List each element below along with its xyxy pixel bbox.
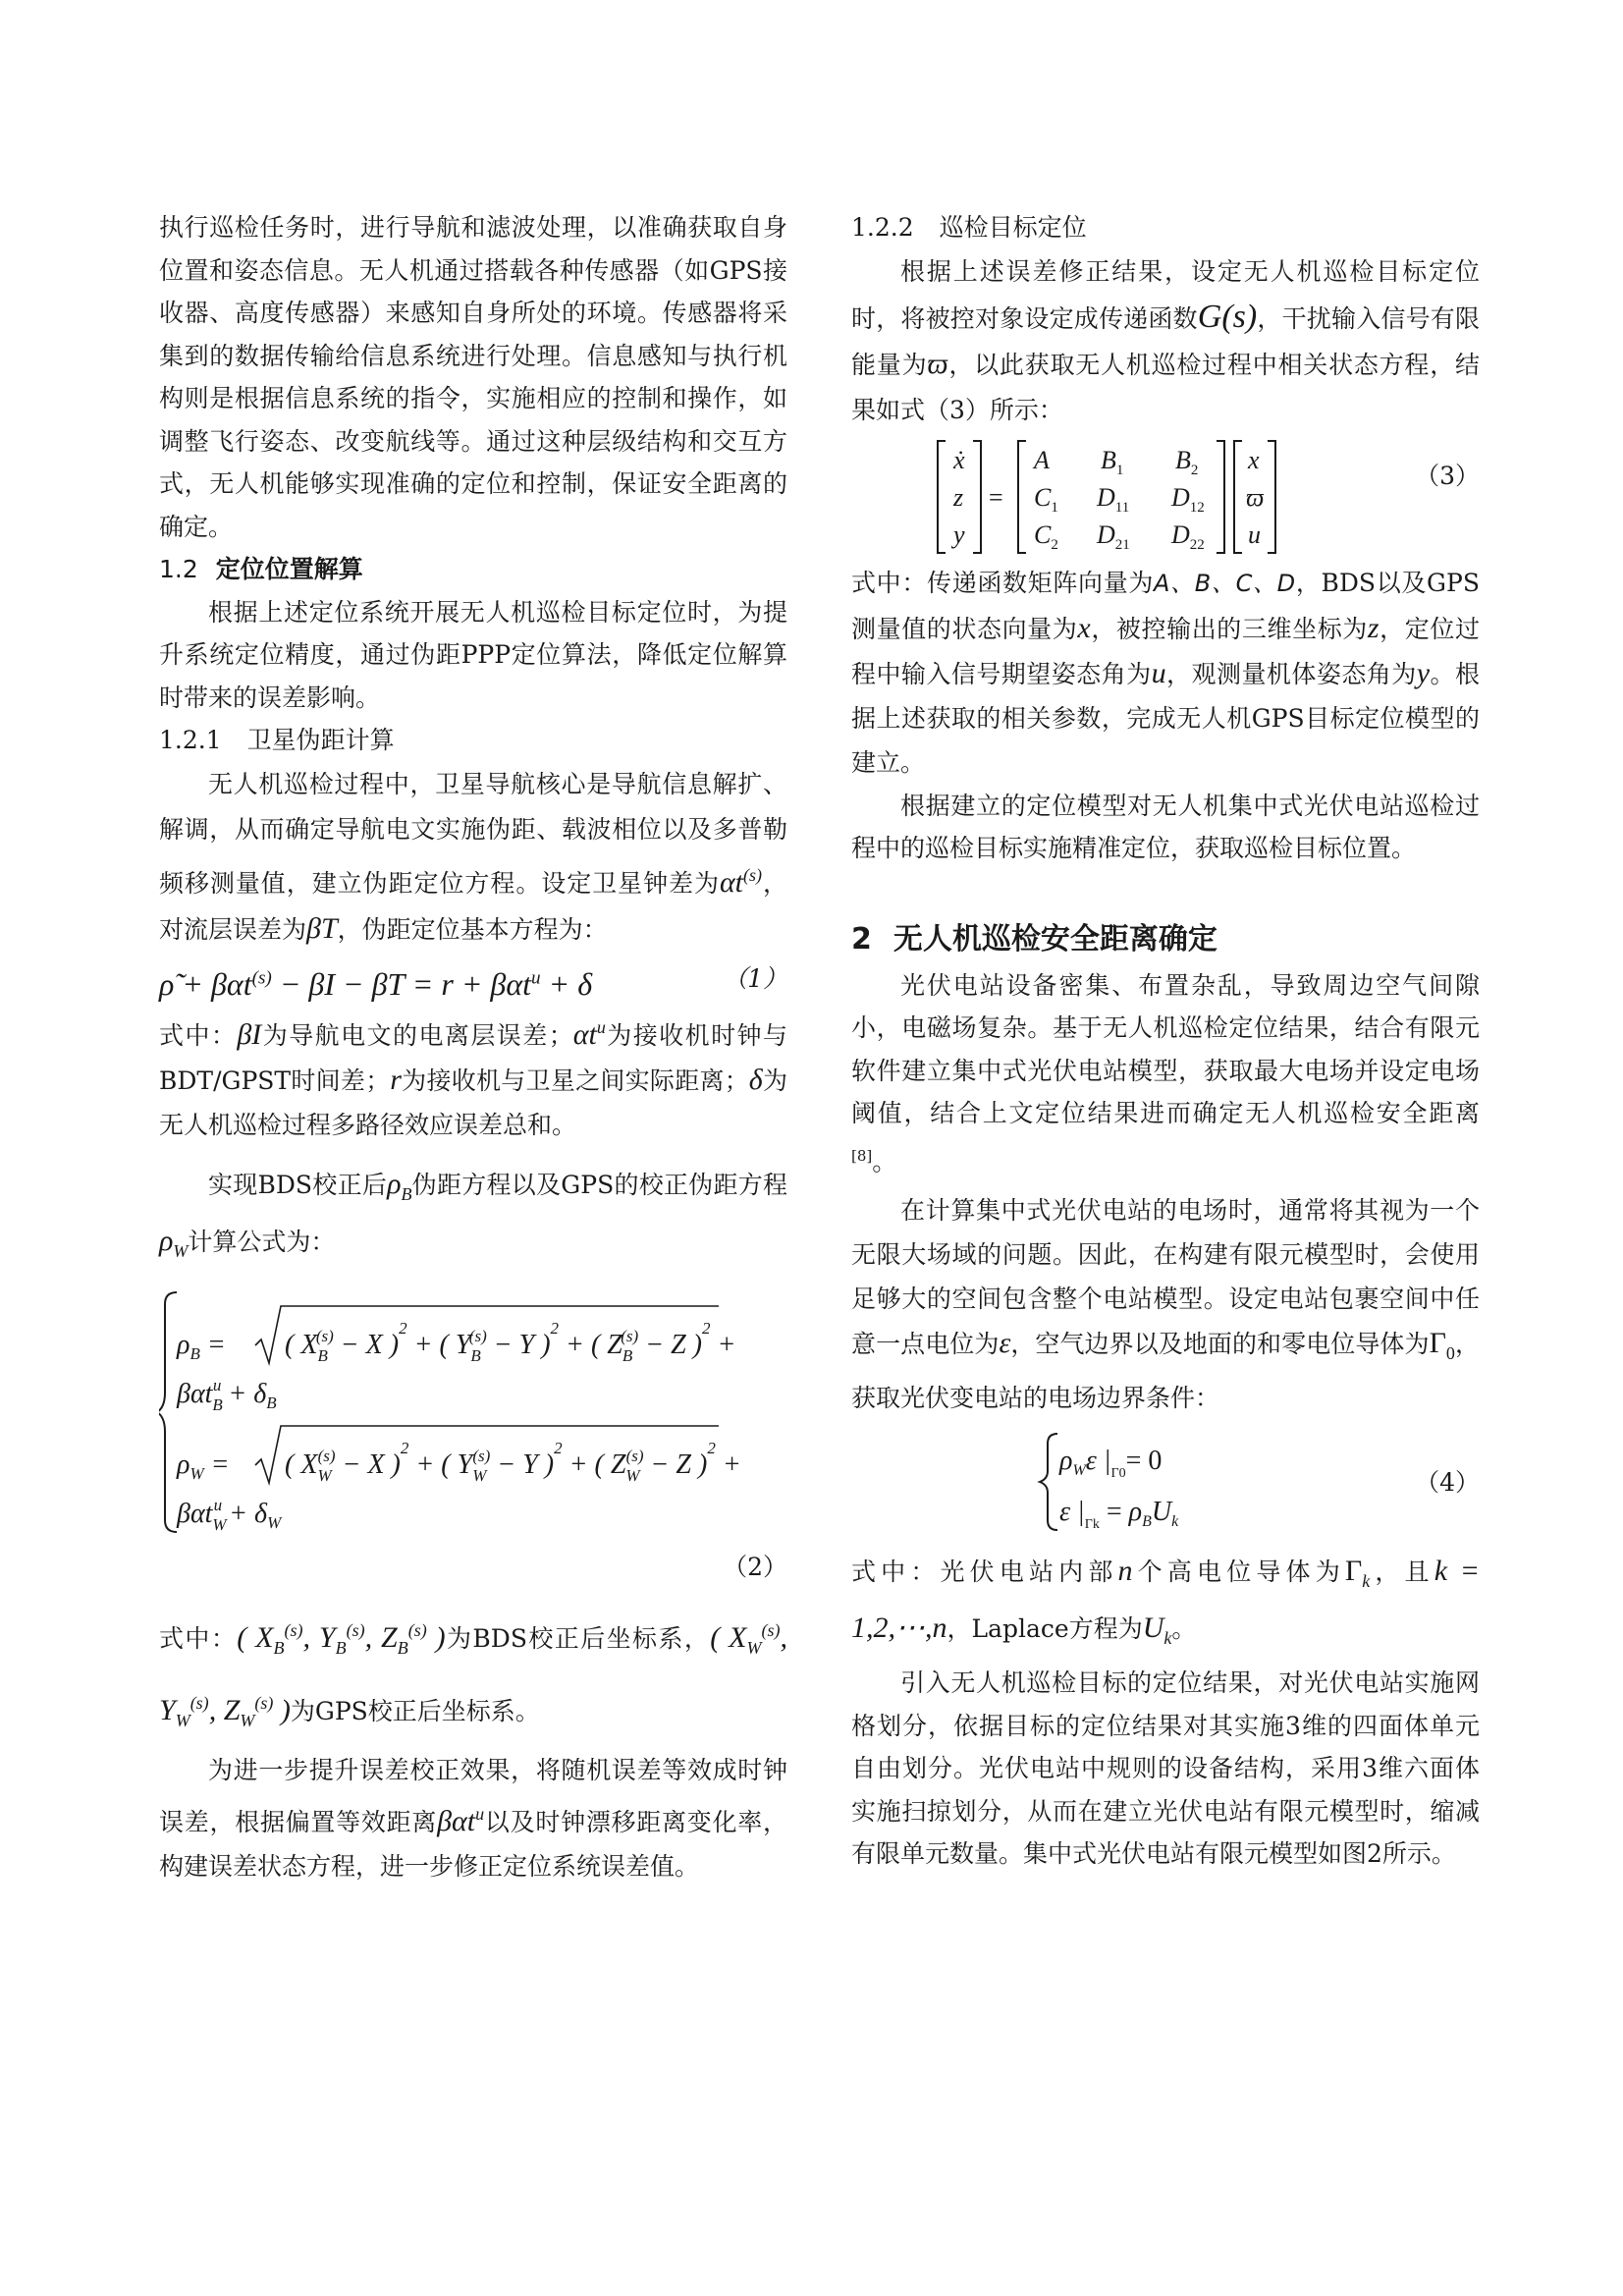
subsection-title: 巡检目标定位 <box>939 213 1087 242</box>
svg-text:βαtBu + δB: $\beta\alpha t_Bu + \delta_B$ <box>177 1375 277 1414</box>
equation-1-number: （1） <box>723 963 787 993</box>
section-number: 1.2 <box>159 555 198 583</box>
paragraph-8: 根据上述误差修正结果，设定无人机巡检目标定位时，将被控对象设定成传递函数G(s)，干扰输入信号有限能量为ϖ，以此获取无人机巡检过程中相关状态方程，结果如式（3）所示： <box>851 256 1480 424</box>
equation-2-number: （2） <box>723 1552 787 1581</box>
equation-2-svg <box>159 1285 787 1540</box>
section-heading-2 <box>851 915 1480 964</box>
equation-3-svg <box>851 433 1480 561</box>
paragraph-1: 执行巡检任务时，进行导航和滤波处理，以准确获取自身位置和姿态信息。无人机通过搭载各种传感器（如GPS接收器、高度传感器）来感知自身所处的环境。传感器将采集到的数据传输给信息系统进行处理。信息感知与执行机构则是根据信息系统的指令，实施相应的控制和操作，如调整飞行姿态、改变航线等。通过这种层级结构和交互方式，无人机能够实现准确的定位和控制，保证安全距离的确定。 <box>159 213 787 541</box>
svg-text:ρWε |Γ0= 0: $\rho_W\varepsilon$ $|_{\Gamma 0}= 0$ <box>1059 1446 1163 1482</box>
svg-text:ϖ: ϖ <box>1246 482 1265 512</box>
svg-text:βαtWu + δW: $\beta\alpha t_Wu + \delta_W$ <box>177 1495 282 1534</box>
svg-text:ρB =: $\rho_B$ = <box>177 1329 226 1363</box>
svg-text:D21: $D_{21}$ <box>1097 519 1130 553</box>
svg-text:A: A <box>1034 445 1050 474</box>
svg-text:y: y <box>953 519 965 549</box>
equation-3-number: （3） <box>1415 461 1480 490</box>
svg-text:=: = <box>989 482 1003 512</box>
math-clock-bias: $\alpha t^{(s)}$ <box>719 864 763 899</box>
equation-4 <box>851 1428 1480 1536</box>
section-number: 2 <box>851 921 872 957</box>
subsection-heading-1-2-1 <box>159 719 787 762</box>
paragraph-2: 根据上述定位系统开展无人机巡检目标定位时，为提升系统定位精度，通过伪距PPP定位算法，降低定位解算时带来的误差影响。 <box>159 597 787 712</box>
svg-text:ẋ: ẋ <box>953 445 965 474</box>
equation-1 <box>159 953 787 1006</box>
paragraph-4: 式中：βI为导航电文的电离层误差；$\alpha t^u$为接收机时钟与BDT/GPST时间差；r为接收机与卫星之间实际距离；δ为无人机巡检过程多路径效应误差总和。 <box>159 1016 787 1139</box>
paragraph-6: 式中：( $X_B^{(s)}$, $Y_B^{(s)}$, $Z_B^{(s)}$ )为BDS校正后坐标系，( $X_W^{(s)}$, $Y_W^{(s)}$, $Z_W^{(s)}$ )为GPS校正后坐标系。 <box>159 1619 788 1730</box>
subsection-heading-1-2-2 <box>851 206 1480 249</box>
equation-2 <box>159 1285 787 1540</box>
paragraph-3: 无人机巡检过程中，卫星导航核心是导航信息解扩、解调，从而确定导航电文实施伪距、载波相位以及多普勒频移测量值，建立伪距定位方程。设定卫星钟差为$\alpha t^{(s)}$，对流层误差为βT，伪距定位基本方程为： <box>159 769 787 945</box>
svg-text:u: u <box>1248 519 1261 549</box>
equation-3 <box>851 433 1480 561</box>
paragraph-5: 实现BDS校正后$\rho_B$伪距方程以及GPS的校正伪距方程$\rho_W$计算公式为： <box>159 1167 788 1261</box>
svg-text:C2: $C_2$ <box>1034 519 1058 553</box>
svg-text:( XW(s) − X )2 + ( YW(s) − Y ): ( $X_W(s) - X$ )$^2$ + ( $Y_W(s) - Y$ )$^2$ + ( $Z_W(s) - Z$ )$^2$ + <box>285 1438 741 1485</box>
svg-text:C1: $C_1$ <box>1034 482 1058 516</box>
paragraph-11: 光伏电站设备密集、布置杂乱，导致周边空气间隙小，电磁场复杂。基于无人机巡检定位结果，结合有限元软件建立集中式光伏电站模型，获取最大电场并设定电场阈值，结合上文定位结果进而确定无人机巡检安全距离[8]。 <box>851 970 1480 1175</box>
subsection-number: 1.2.2 <box>851 213 914 242</box>
equation-4-number: （4） <box>1415 1468 1480 1498</box>
section-title: 无人机巡检安全距离确定 <box>893 921 1217 957</box>
left-column <box>159 206 787 1888</box>
svg-text:D22: $D_{22}$ <box>1171 519 1205 553</box>
paragraph-10: 根据建立的定位模型对无人机集中式光伏电站巡检过程中的巡检目标实施精准定位，获取巡检目标位置。 <box>851 791 1480 862</box>
math-tropo-error: βT <box>306 911 338 945</box>
subsection-number: 1.2.1 <box>159 726 222 754</box>
svg-text:ρW =: $\rho_W$ = <box>177 1449 230 1483</box>
right-column <box>851 206 1480 1876</box>
section-title: 定位位置解算 <box>215 555 363 583</box>
svg-text:B2: $B_2$ <box>1175 445 1199 478</box>
section-heading-1-2 <box>159 548 787 591</box>
svg-text:z: z <box>953 482 964 512</box>
paragraph-13: 式中：光伏电站内部n个高电位导体为$\Gamma_k$，且k = 1,2,⋯,n，Laplace方程为$U_k$。 <box>851 1555 1480 1649</box>
svg-text:x: x <box>1248 445 1260 474</box>
subsection-title: 卫星伪距计算 <box>246 726 395 754</box>
svg-text:( XB(s) − X )2 + ( YB(s) − Y ): ( $X_B(s) - X$ )$^2$ + ( $Y_B(s) - Y$ )$^2$ + ( $Z_B(s) - Z$ )$^2$ + <box>285 1318 736 1365</box>
svg-text:ε |Γk = ρBUk: ε $|_{\Gamma k} = \rho_BU_k$ <box>1059 1497 1179 1533</box>
citation-8: [8] <box>851 1146 873 1165</box>
paragraph-9: 式中：传递函数矩阵向量为A、B、C、D，BDS以及GPS测量值的状态向量为x，被控输出的三维坐标为z，定位过程中输入信号期望姿态角为u，观测量机体姿态角为y。根据上述获取的相关参数，完成无人机GPS目标定位模型的建立。 <box>851 568 1480 777</box>
equation-4-svg <box>851 1428 1480 1536</box>
svg-text:B1: $B_1$ <box>1101 445 1124 478</box>
svg-text:D12: $D_{12}$ <box>1171 482 1205 516</box>
paragraph-14: 引入无人机巡检目标的定位结果，对光伏电站实施网格划分，依据目标的定位结果对其实施3维的四面体单元自由划分。光伏电站中规则的设备结构，采用3维六面体实施扫掠划分，从而在建立光伏电站有限元模型时，缩减有限单元数量。集中式光伏电站有限元模型如图2所示。 <box>851 1668 1480 1869</box>
paragraph-12: 在计算集中式光伏电站的电场时，通常将其视为一个无限大场域的问题。因此，在构建有限元模型时，会使用足够大的空间包含整个电站模型。设定电站包裹空间中任意一点电位为ε，空气边界以及地面的和零电位导体为$\Gamma_0$，获取光伏变电站的电场边界条件： <box>851 1196 1480 1413</box>
equation-1-body: ρ̃ + βαt$^{(s)}$ − βI − βT = r + βαt$^u$ + δ <box>159 966 593 1003</box>
paragraph-7: 为进一步提升误差校正效果，将随机误差等效成时钟误差，根据偏置等效距离βαt$^u$以及时钟漂移距离变化率，构建误差状态方程，进一步修正定位系统误差值。 <box>159 1755 787 1881</box>
svg-text:D11: $D_{11}$ <box>1097 482 1130 516</box>
